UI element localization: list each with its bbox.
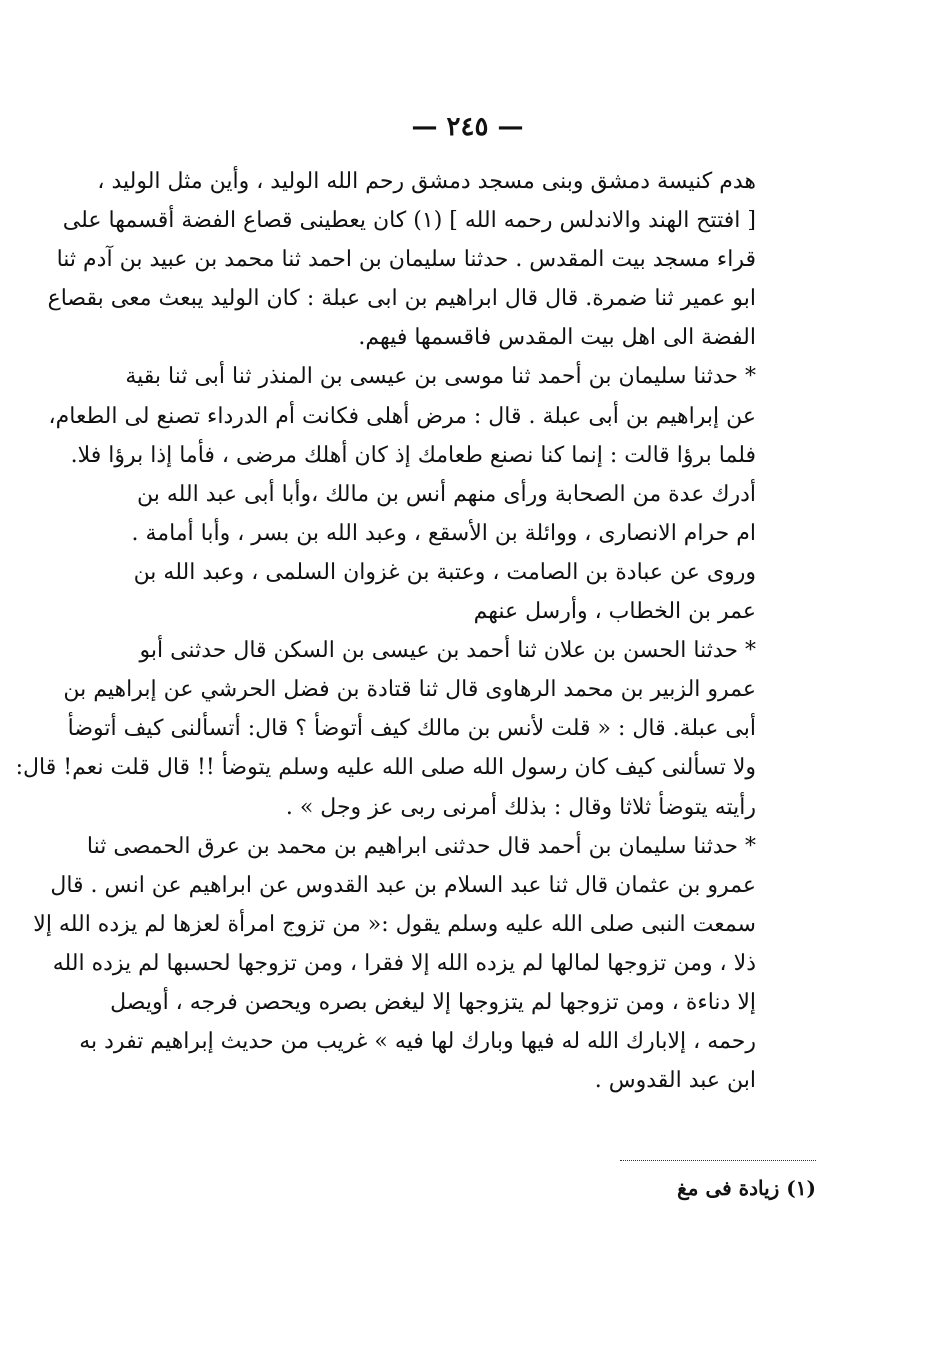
- text-line: الفضة الى اهل بيت المقدس فاقسمها فيهم.: [358, 325, 756, 351]
- text-line: عمر بن الخطاب ، وأرسل عنهم: [473, 599, 756, 625]
- text-line: ابن عبد القدوس .: [594, 1068, 756, 1094]
- text-line: ولا تسألنى كيف كان رسول الله صلى الله عليه وسلم يتوضأ !! قال قلت نعم! قال:: [15, 755, 756, 781]
- text-line: قراء مسجد بيت المقدس . حدثنا سليمان بن احمد ثنا محمد بن عبيد بن آدم ثنا: [56, 247, 756, 273]
- text-line: * حدثنا سليمان بن أحمد قال حدثنى ابراهيم بن محمد بن عرق الحمصى ثنا: [86, 833, 756, 859]
- footnote: (١) زيادة فى مغ: [677, 1176, 816, 1200]
- text-line: عمرو الزبير بن محمد الرهاوى قال ثنا قتادة بن فضل الحرشي عن إبراهيم بن: [63, 677, 756, 703]
- text-line: * حدثنا سليمان بن أحمد ثنا موسى بن عيسى بن المنذر ثنا أبى ثنا بقية: [125, 364, 756, 390]
- page-number: — ٢٤٥ —: [411, 112, 524, 142]
- text-line: رحمه ، إلابارك الله له فيها وبارك لها فيه » غريب من حديث إبراهيم تفرد به: [79, 1029, 756, 1055]
- text-line: أدرك عدة من الصحابة ورأى منهم أنس بن مالك ،وأبا أبى عبد الله بن: [136, 481, 756, 507]
- text-line: عمرو بن عثمان قال ثنا عبد السلام بن عبد القدوس عن ابراهيم عن انس . قال: [50, 872, 756, 898]
- text-line: رأيته يتوضأ ثلاثا وقال : بذلك أمرنى ربى عز وجل » .: [285, 794, 756, 820]
- text-line: [ افتتح الهند والاندلس رحمه الله ] (١) كان يعطينى قصاع الفضة أقسمها على: [62, 208, 756, 234]
- footnote-divider: [620, 1160, 816, 1161]
- text-line: ذلا ، ومن تزوجها لمالها لم يزده الله إلا فقرا ، ومن تزوجها لحسبها لم يزده الله: [52, 950, 756, 976]
- body-text: [15, 162, 756, 1100]
- text-line: وروى عن عبادة بن الصامت ، وعتبة بن غزوان السلمى ، وعبد الله بن: [133, 559, 756, 585]
- text-line: ام حرام الانصارى ، ووائلة بن الأسقع ، وعبد الله بن بسر ، وأبا أمامة .: [131, 520, 756, 546]
- text-line: هدم كنيسة دمشق وبنى مسجد دمشق رحم الله الوليد ، وأين مثل الوليد ،: [97, 169, 756, 194]
- text-line: ابو عمير ثنا ضمرة. قال قال ابراهيم بن ابى عبلة : كان الوليد يبعث معى بقصاع: [47, 286, 756, 312]
- text-line: فلما برؤا قالت : إنما كنا نصنع طعامك إذ كان أهلك مرضى ، فأما إذا برؤا فلا.: [70, 442, 756, 468]
- text-line: * حدثنا الحسن بن علان ثنا أحمد بن عيسى بن السكن قال حدثنى أبو: [139, 638, 756, 664]
- text-line: سمعت النبى صلى الله عليه وسلم يقول :« من تزوج امرأة لعزها لم يزده الله إلا: [33, 911, 756, 937]
- text-line: أبى عبلة. قال : « قلت لأنس بن مالك كيف أتوضأ ؟ قال: أتسألنى كيف أتوضأ: [67, 716, 756, 742]
- text-line: إلا دناءة ، ومن تزوجها لم يتزوجها إلا ليغض بصره ويحصن فرجه ، أويصل: [110, 989, 756, 1015]
- text-line: عن إبراهيم بن أبى عبلة . قال : مرض أهلى فكانت أم الدرداء تصنع لى الطعام،: [48, 403, 756, 429]
